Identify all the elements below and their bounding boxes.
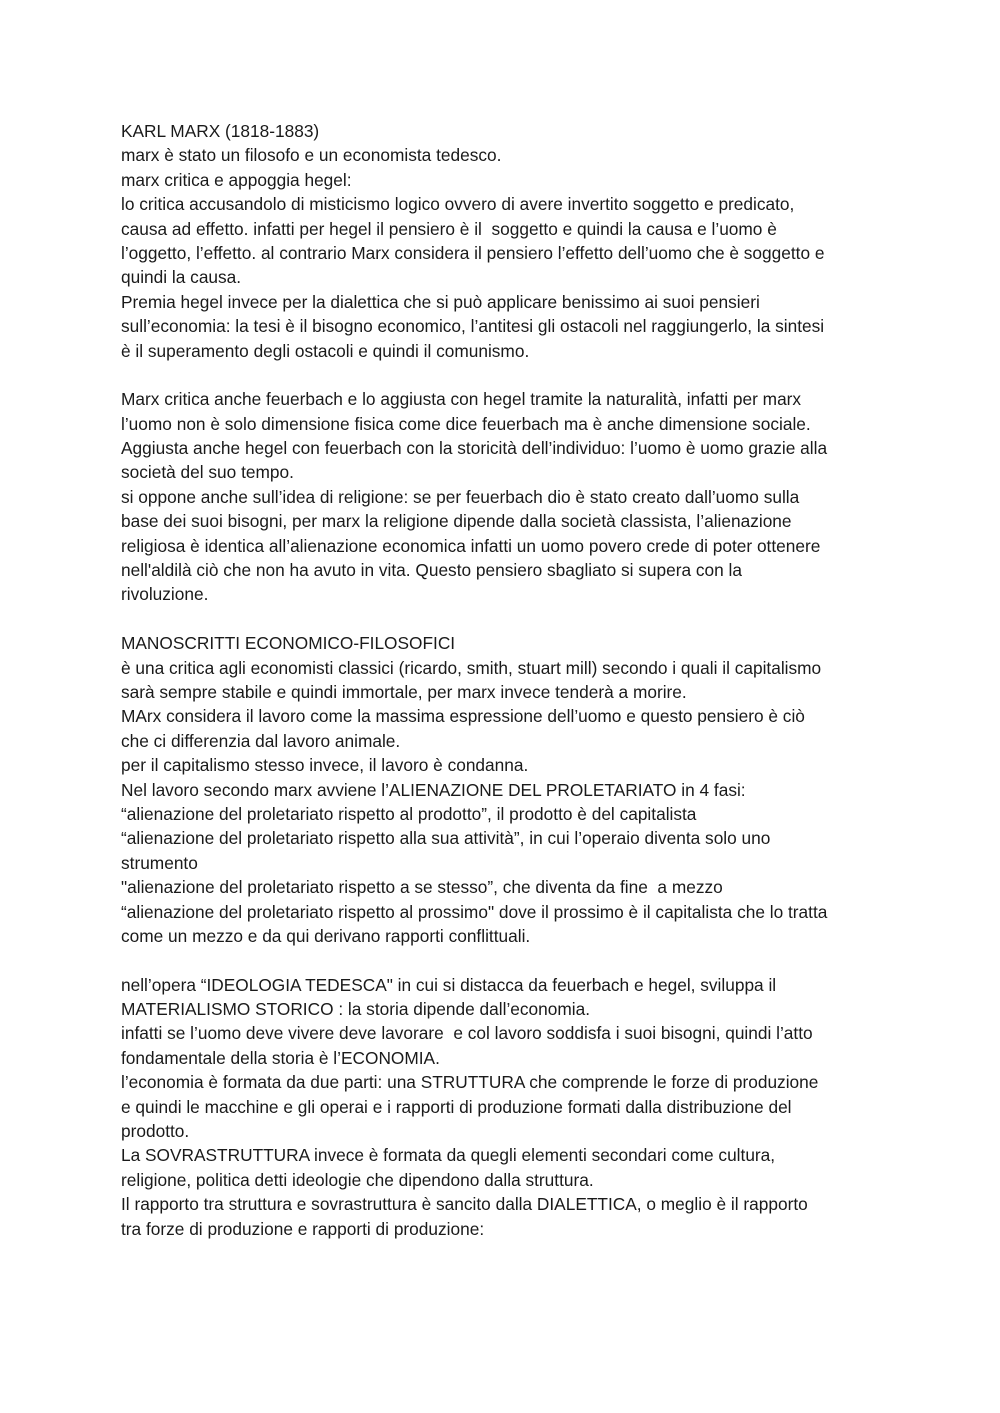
section-feuerbach-critique [121, 387, 901, 607]
text-line: La SOVRASTRUTTURA invece è formata da quegli elementi secondari come cultura, [121, 1145, 776, 1166]
text-line: “alienazione del proletariato rispetto alla sua attività”, in cui l’operaio diventa solo uno [121, 828, 771, 849]
text-line: prodotto. [121, 1121, 190, 1142]
text-line: MATERIALISMO STORICO : la storia dipende dall’economia. [121, 999, 591, 1020]
text-line: fondamentale della storia è l’ECONOMIA. [121, 1047, 440, 1068]
text-line: l’uomo non è solo dimensione fisica come dice feuerbach ma è anche dimensione sociale. [121, 413, 811, 434]
document-body [121, 119, 901, 1265]
text-line: base dei suoi bisogni, per marx la religione dipende dalla società classista, l’alienazione [121, 511, 792, 532]
text-line: strumento [121, 852, 198, 873]
text-line: che ci differenzia dal lavoro animale. [121, 730, 401, 751]
text-line: nell’opera “IDEOLOGIA TEDESCA" in cui si distacca da feuerbach e hegel, sviluppa il [121, 974, 777, 995]
text-line: infatti se l’uomo deve vivere deve lavorare e col lavoro soddisfa i suoi bisogni, quindi l’atto [121, 1023, 813, 1044]
text-line: nell'aldilà ciò che non ha avuto in vita. Questo pensiero sbagliato si supera con la [121, 560, 743, 581]
text-line: sarà sempre stabile e quindi immortale, per marx invece tenderà a morire. [121, 681, 687, 702]
text-line: quindi la causa. [121, 267, 242, 288]
text-line: si oppone anche sull’idea di religione: se per feuerbach dio è stato creato dall’uomo sulla [121, 486, 800, 507]
text-line: religiosa è identica all’alienazione economica infatti un uomo povero crede di poter ottenere [121, 535, 821, 556]
text-line: Marx critica anche feuerbach e lo aggiusta con hegel tramite la naturalità, infatti per marx [121, 389, 802, 410]
text-line: lo critica accusandolo di misticismo logico ovvero di avere invertito soggetto e predicato, [121, 194, 795, 215]
text-line: “alienazione del proletariato rispetto al prodotto”, il prodotto è del capitalista [121, 803, 697, 824]
text-line: come un mezzo e da qui derivano rapporti conflittuali. [121, 925, 531, 946]
text-line: rivoluzione. [121, 584, 209, 605]
section-karl-marx-intro [121, 119, 901, 363]
section-ideologia-tedesca [121, 973, 901, 1241]
section-title: MANOSCRITTI ECONOMICO-FILOSOFICI [121, 633, 456, 654]
text-line: Nel lavoro secondo marx avviene l’ALIENAZIONE DEL PROLETARIATO in 4 fasi: [121, 779, 746, 800]
text-line: Premia hegel invece per la dialettica che si può applicare benissimo ai suoi pensieri [121, 291, 760, 312]
text-line: causa ad effetto. infatti per hegel il pensiero è il soggetto e quindi la causa e l’uomo è [121, 218, 777, 239]
text-line: MArx considera il lavoro come la massima espressione dell’uomo e questo pensiero è ciò [121, 706, 805, 727]
section-title: KARL MARX (1818-1883) [121, 121, 320, 141]
text-line: Aggiusta anche hegel con feuerbach con la storicità dell’individuo: l’uomo è uomo grazie alla [121, 438, 828, 459]
text-line: è una critica agli economisti classici (ricardo, smith, stuart mill) secondo i quali il capitalismo [121, 657, 822, 678]
text-line: marx è stato un filosofo e un economista tedesco. [121, 145, 502, 166]
text-line: per il capitalismo stesso invece, il lavoro è condanna. [121, 755, 529, 776]
text-line: “alienazione del proletariato rispetto al prossimo" dove il prossimo è il capitalista che lo tratta [121, 901, 828, 922]
text-line: e quindi le macchine e gli operai e i rapporti di produzione formati dalla distribuzione del [121, 1096, 792, 1117]
text-line: "alienazione del proletariato rispetto a se stesso”, che diventa da fine a mezzo [121, 877, 723, 898]
text-line: l’economia è formata da due parti: una STRUTTURA che comprende le forze di produzione [121, 1072, 819, 1093]
text-line: Il rapporto tra struttura e sovrastruttura è sancito dalla DIALETTICA, o meglio è il rapporto [121, 1194, 808, 1215]
section-manoscritti [121, 631, 901, 948]
text-line: tra forze di produzione e rapporti di produzione: [121, 1218, 485, 1239]
text-line: società del suo tempo. [121, 462, 294, 483]
text-line: sull’economia: la tesi è il bisogno economico, l’antitesi gli ostacoli nel raggiungerlo, la sintesi [121, 316, 825, 337]
text-line: è il superamento degli ostacoli e quindi il comunismo. [121, 340, 530, 361]
text-line: l’oggetto, l’effetto. al contrario Marx considera il pensiero l’effetto dell’uomo che è soggetto e [121, 242, 825, 263]
text-line: marx critica e appoggia hegel: [121, 169, 352, 190]
text-line: religione, politica detti ideologie che dipendono dalla struttura. [121, 1169, 594, 1190]
